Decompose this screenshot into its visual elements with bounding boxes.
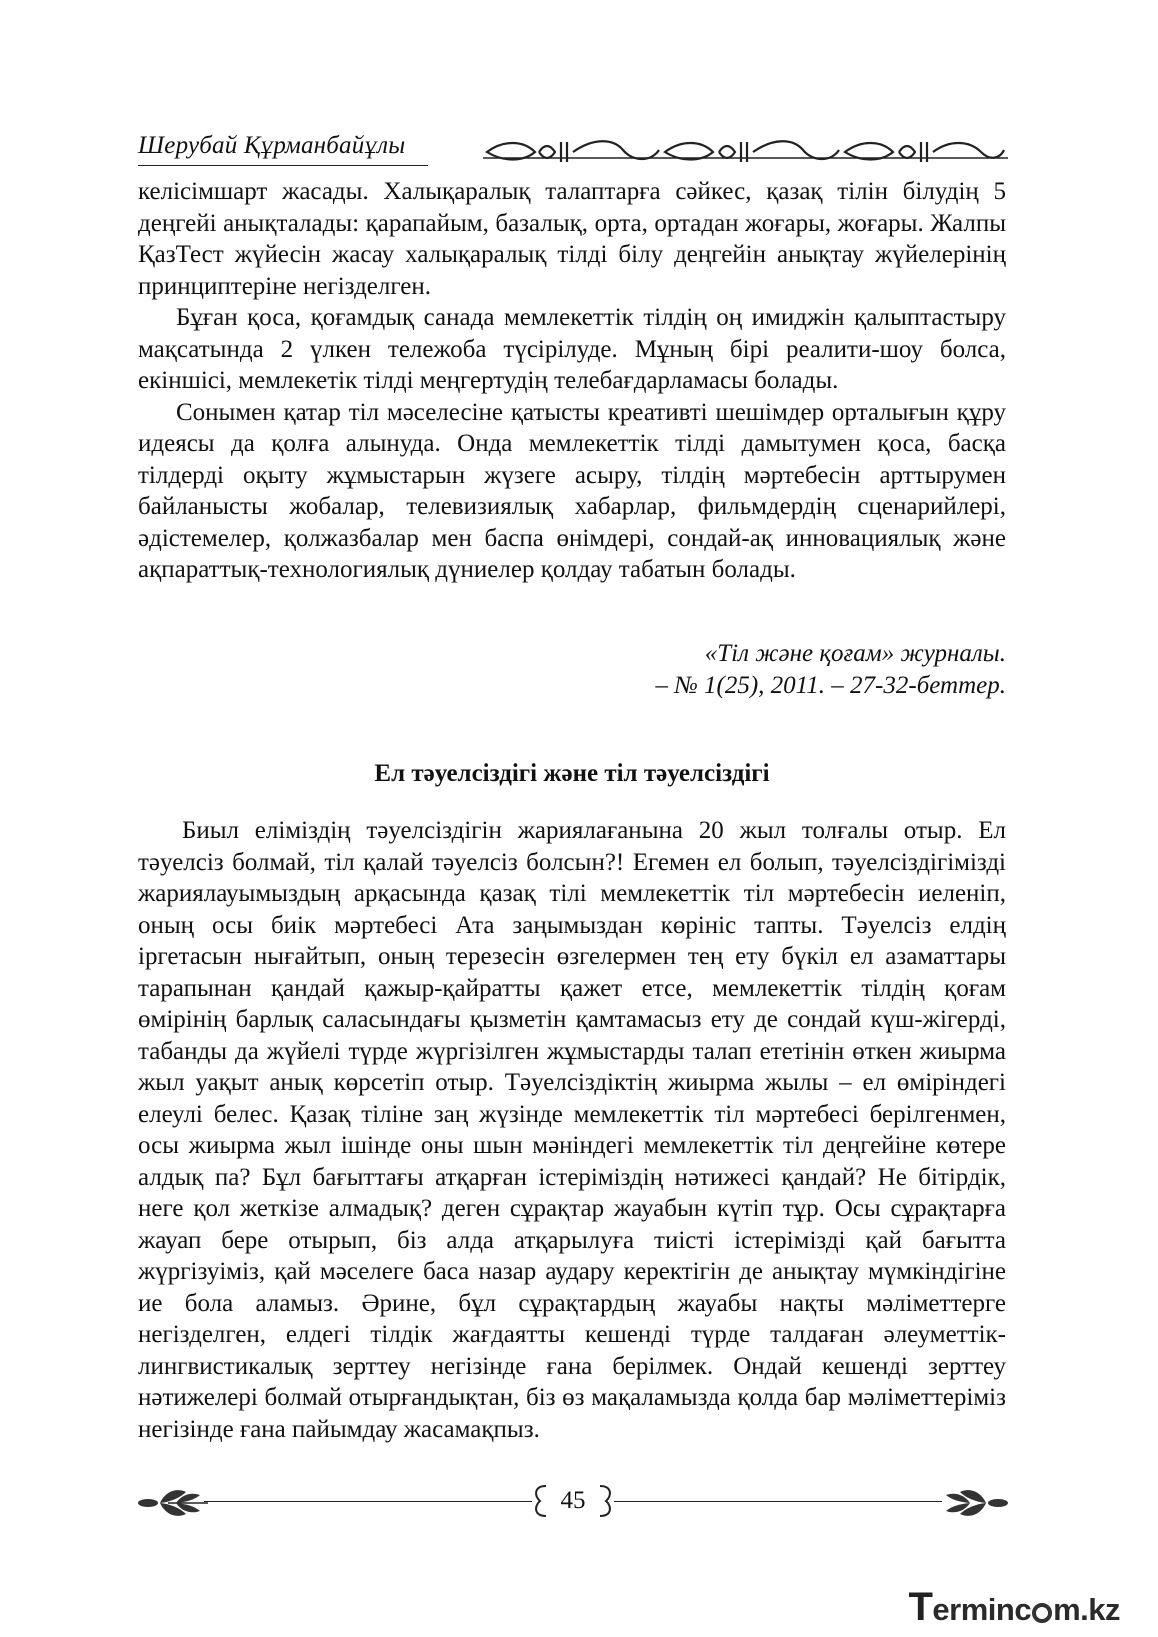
page-footer (138, 1480, 1008, 1526)
leaf-ornament-left-icon (138, 1486, 210, 1520)
intro-text (138, 176, 1006, 586)
watermark-text-1: erminc (932, 1592, 1032, 1627)
termincom-watermark (908, 1585, 1120, 1629)
leaf-ornament-right-icon (936, 1486, 1008, 1520)
running-header (138, 132, 1008, 166)
footer-rule-right (614, 1501, 942, 1502)
footer-rule-left (204, 1501, 532, 1502)
citation-line-2: – № 1(25), 2011. – 27-32-беттер. (655, 672, 1006, 699)
page-number-frame (532, 1484, 614, 1518)
watermark-letter-t: T (908, 1585, 933, 1629)
watermark-o-icon (1032, 1603, 1052, 1623)
article-title: Ел тәуелсіздігі және тіл тәуелсіздігі (374, 760, 770, 787)
intro-paragraph-3: Сонымен қатар тіл мәселесіне қатысты креативті шешімдер орталығын құру идеясы да қолға алынуда. Онда мемлекеттік тілді дамытумен қоса, басқа тілдерді оқыту жұмыстарын жүзеге асыру, тілдің мәртебесін арттырумен байланысты жобалар, телевизиялық хабарлар, фильмдердің сценарийлері, әдістемелер, қолжазбалар мен баспа өнімдері, сондай-ақ инновациялық және ақпараттық-технологиялық дүниелер қолдау табатын болады. (138, 398, 1006, 583)
watermark-text-2: m.kz (1053, 1592, 1120, 1627)
running-header-author: Шерубай Құрманбайұлы (138, 132, 406, 159)
header-rule (138, 165, 428, 166)
article-paragraph: Биыл еліміздің тәуелсіздігін жариялағанына 20 жыл толғалы отыр. Ел тәуелсіз болмай, тіл қалай тәуелсіз болсын?! Егемен ел болып, тәуелсіздігімізді жариялауымыздың арқасында қазақ тілі мемлекеттік тіл мәртебесін иеленіп, оның осы биік мәртебесі Ата заңымыздан көрініс тапты. Тәуелсіз елдің іргетасын нығайтып, оның терезесін өзгелермен тең ету бүкіл ел азаматтары тарапынан қандай қажыр-қайратты қажет етсе, мемлекеттік тілдің қоғам өмірінің барлық саласындағы қызметін қамтамасыз ету де сондай күш-жігерді, табанды да жүйелі түрде жүргізілген жұмыстарды талап ететінін өткен жиырма жыл уақыт анық көрсетіп отыр. Тәуелсіздіктің жиырма жылы – ел өміріндегі елеулі белес. Қазақ тіліне заң жүзінде мемлекеттік тіл мәртебесі берілгенмен, осы жиырма жыл ішінде оны шын мәніндегі мемлекеттік тіл деңгейіне көтере алдық па? Бұл бағыттағы атқарған істеріміздің нәтижесі қандай? Не бітірдік, неге қол жеткізе алмадық? деген сұрақтар жауабын күтіп тұр. Осы сұрақтарға жауап бере отырып, біз алда атқарылуға тиісті істерімізді қай бағытта жүргізуіміз, қай мәселеге баса назар аудару керектігін де анықтау мүмкіндігіне ие бола аламыз. Әрине, бұл сұрақтардың жауабы нақты мәліметтерге негізделген, елдегі тілдік жағдаятты кешенді түрде талдаған әлеуметтік-лингвистикалық зерттеу негізінде ғана берілмек. Ондай кешенді зерттеу нәтижелері болмай отырғандықтан, біз өз мақаламызда қолда бар мәліметтеріміз негізінде ғана пайымдау жасамақпыз. (138, 817, 1006, 1443)
intro-paragraph-1: келісімшарт жасады. Халықаралық талаптарға сәйкес, қазақ тілін білудің 5 деңгейі анықталады: қарапайым, базалық, орта, ортадан жоғары, жоғары. Жалпы ҚазТест жүйесін жасау халықаралық тілді білу деңгейін анықтау жүйелерінің принциптеріне негізделген. (138, 178, 1006, 300)
header-ornament-icon (483, 136, 1008, 168)
article-body (138, 815, 1006, 1445)
citation (306, 638, 1006, 702)
citation-line-1: «Тіл және қоғам» журналы. (704, 640, 1006, 667)
page-number: 45 (560, 1487, 586, 1514)
intro-paragraph-2: Бұған қоса, қоғамдық санада мемлекеттік тілдің оң имиджін қалыптастыру мақсатында 2 үлкен тележоба түсірілуде. Мұның бірі реалити-шоу болса, екіншісі, мемлекетік тілді меңгертудің телебағдарламасы болады. (138, 304, 1006, 394)
